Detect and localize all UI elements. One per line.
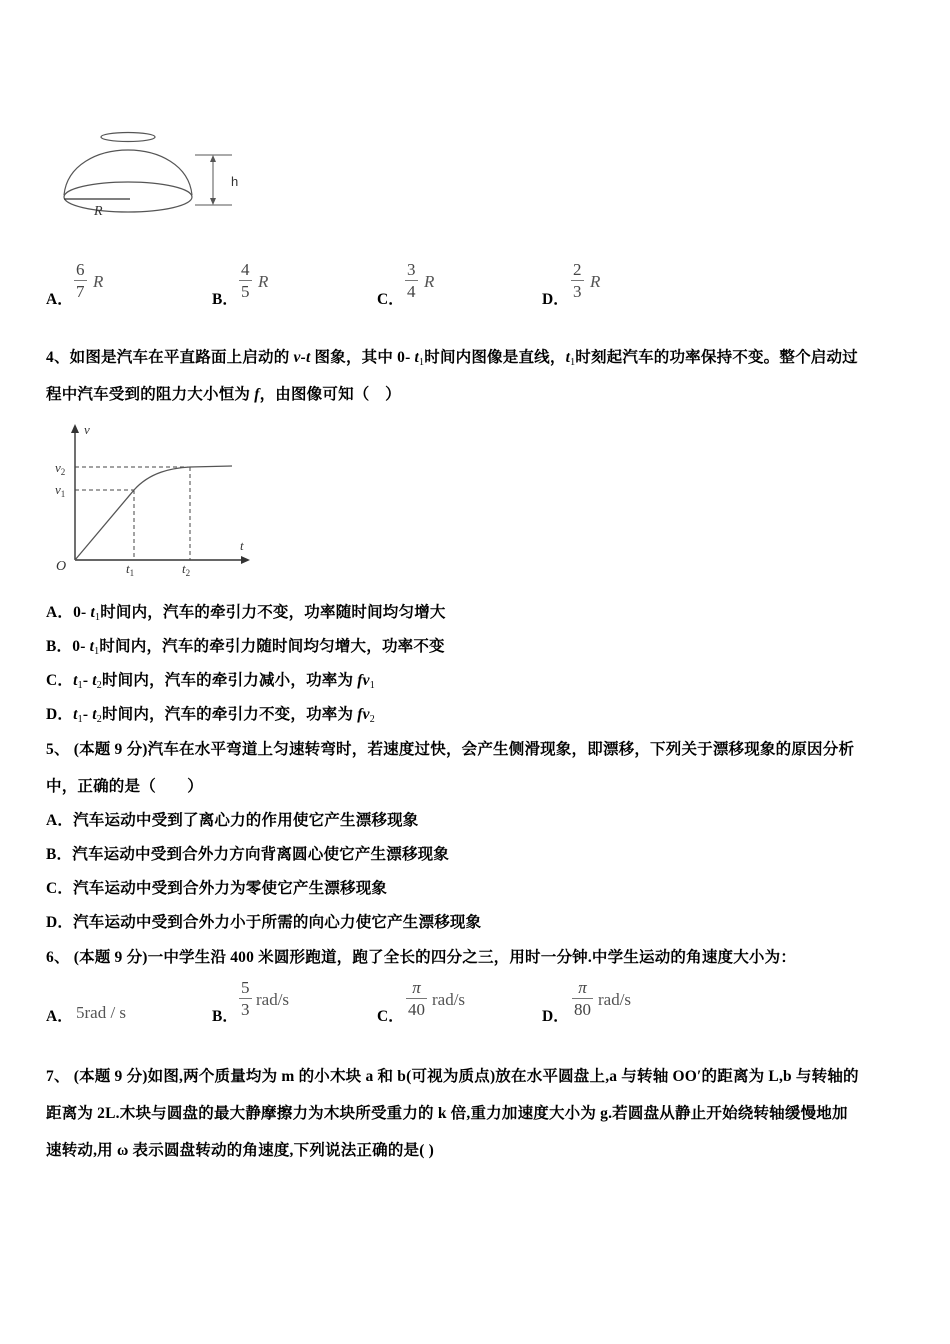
q3-option-d-label[interactable]: D． bbox=[542, 291, 569, 308]
v-axis-label: v bbox=[84, 422, 90, 437]
q5-stem-line-1: 5、 (本题 9 分)汽车在水平弯道上匀速转弯时，若速度过快，会产生侧滑现象，即漂移，下列关于漂移现象的原因分析 bbox=[46, 741, 855, 758]
t-axis-arrow bbox=[241, 556, 250, 564]
r-label: R bbox=[94, 204, 103, 219]
q4-stem-line-2: 程中汽车受到的阻力大小恒为 f，由图像可知（ ） bbox=[46, 386, 401, 403]
q6-option-b-fraction bbox=[239, 979, 252, 1018]
q3-option-d-fraction bbox=[571, 261, 584, 300]
h-label: h bbox=[231, 174, 239, 189]
q6-option-d-unit: rad/s bbox=[598, 990, 632, 1009]
q5-option-c[interactable]: C．汽车运动中受到合外力为零使它产生漂移现象 bbox=[46, 880, 388, 897]
v1-label: $v_1$ bbox=[55, 482, 66, 499]
q3-option-b-den: 5 bbox=[241, 282, 250, 301]
q3-option-a-unit: R bbox=[93, 272, 104, 291]
q6-option-c-label[interactable]: C． bbox=[377, 1008, 404, 1025]
q3-option-c-den: 4 bbox=[407, 282, 416, 301]
q6-option-b-label[interactable]: B． bbox=[212, 1008, 238, 1025]
q6-option-d-fraction bbox=[572, 979, 593, 1018]
q3-option-a-num: 6 bbox=[76, 260, 85, 279]
q6-option-b-unit: rad/s bbox=[256, 990, 290, 1009]
q6-option-c-num: π bbox=[412, 978, 421, 997]
q3-option-a-label[interactable]: A． bbox=[46, 291, 73, 308]
t-axis-label: t bbox=[240, 538, 244, 553]
t1-label: $t_1$ bbox=[126, 561, 135, 578]
q6-option-b-num: 5 bbox=[241, 978, 250, 997]
origin-label: O bbox=[56, 559, 67, 574]
h-arrow-up bbox=[210, 155, 216, 162]
q4-option-b[interactable]: B．0- $t_1$时间内，汽车的牵引力随时间均匀增大，功率不变 bbox=[46, 638, 445, 657]
vt-graph bbox=[50, 420, 250, 580]
q7-stem-line-3: 速转动,用 ω 表示圆盘转动的角速度,下列说法正确的是( ) bbox=[46, 1142, 435, 1159]
q6-option-d-num: π bbox=[578, 978, 587, 997]
v2-label: $v_2$ bbox=[55, 460, 66, 477]
q6-stem-line-1: 6、 (本题 9 分)一中学生沿 400 米圆形跑道，跑了全长的四分之三，用时一分钟.中学生运动的角速度大小为： bbox=[46, 949, 797, 966]
q3-option-c-unit: R bbox=[424, 272, 435, 291]
t2-label: $t_2$ bbox=[182, 561, 191, 578]
q6-option-a-value: 5rad / s bbox=[76, 1003, 127, 1022]
q4-option-c[interactable]: C．$t_1-$ $t_2$时间内，汽车的牵引力减小，功率为 $fv_1$ bbox=[46, 672, 375, 691]
base-ellipse bbox=[64, 182, 192, 212]
q5-option-b[interactable]: B．汽车运动中受到合外力方向背离圆心使它产生漂移现象 bbox=[46, 846, 450, 863]
q3-option-c-num: 3 bbox=[407, 260, 416, 279]
q3-option-c-fraction bbox=[405, 261, 418, 300]
q4-stem-line-1: 4、如图是汽车在平直路面上启动的 v-t 图象，其中 0- $t_1$时间内图像是直线，$t_1$时刻起汽车的功率保持不变。整个启动过 bbox=[46, 349, 858, 368]
q7-stem-line-1: 7、 (本题 9 分)如图,两个质量均为 m 的小木块 a 和 b(可视为质点)放在水平圆盘上,a 与转轴 OO′的距离为 L,b 与转轴的 bbox=[46, 1068, 859, 1085]
q3-option-b-fraction bbox=[239, 261, 252, 300]
q6-option-c-fraction bbox=[406, 979, 427, 1018]
hemisphere-figure bbox=[50, 125, 260, 225]
q6-option-c-den: 40 bbox=[408, 1000, 425, 1019]
q6-option-a-label[interactable]: A． bbox=[46, 1008, 73, 1025]
q3-option-a-den: 7 bbox=[76, 282, 85, 301]
q6-option-d-den: 80 bbox=[574, 1000, 591, 1019]
q3-option-d-unit: R bbox=[590, 272, 601, 291]
q4-option-d[interactable]: D．$t_1-$ $t_2$时间内，汽车的牵引力不变，功率为 $fv_2$ bbox=[46, 706, 375, 725]
q6-option-d-label[interactable]: D． bbox=[542, 1008, 569, 1025]
q3-option-c-label[interactable]: C． bbox=[377, 291, 404, 308]
q5-option-a[interactable]: A．汽车运动中受到了离心力的作用使它产生漂移现象 bbox=[46, 812, 419, 829]
q3-option-a-fraction bbox=[74, 261, 87, 300]
q3-option-b-label[interactable]: B． bbox=[212, 291, 238, 308]
q3-option-d-den: 3 bbox=[573, 282, 582, 301]
dome-arc bbox=[64, 150, 192, 195]
q3-option-b-unit: R bbox=[258, 272, 269, 291]
q4-option-a[interactable]: A．0- $t_1$时间内，汽车的牵引力不变，功率随时间均匀增大 bbox=[46, 604, 446, 623]
q6-option-b-den: 3 bbox=[241, 1000, 250, 1019]
top-ring bbox=[101, 133, 155, 142]
v-axis-arrow bbox=[71, 424, 79, 433]
q3-option-b-num: 4 bbox=[241, 260, 250, 279]
q6-option-c-unit: rad/s bbox=[432, 990, 466, 1009]
h-arrow-down bbox=[210, 198, 216, 205]
vt-curve bbox=[75, 466, 232, 560]
q5-option-d[interactable]: D．汽车运动中受到合外力小于所需的向心力使它产生漂移现象 bbox=[46, 914, 482, 931]
q5-stem-line-2: 中，正确的是（ ） bbox=[46, 778, 204, 795]
q3-option-d-num: 2 bbox=[573, 260, 582, 279]
q7-stem-line-2: 距离为 2L.木块与圆盘的最大静摩擦力为木块所受重力的 k 倍,重力加速度大小为 g.若圆盘从静止开始绕转轴缓慢地加 bbox=[46, 1105, 848, 1122]
